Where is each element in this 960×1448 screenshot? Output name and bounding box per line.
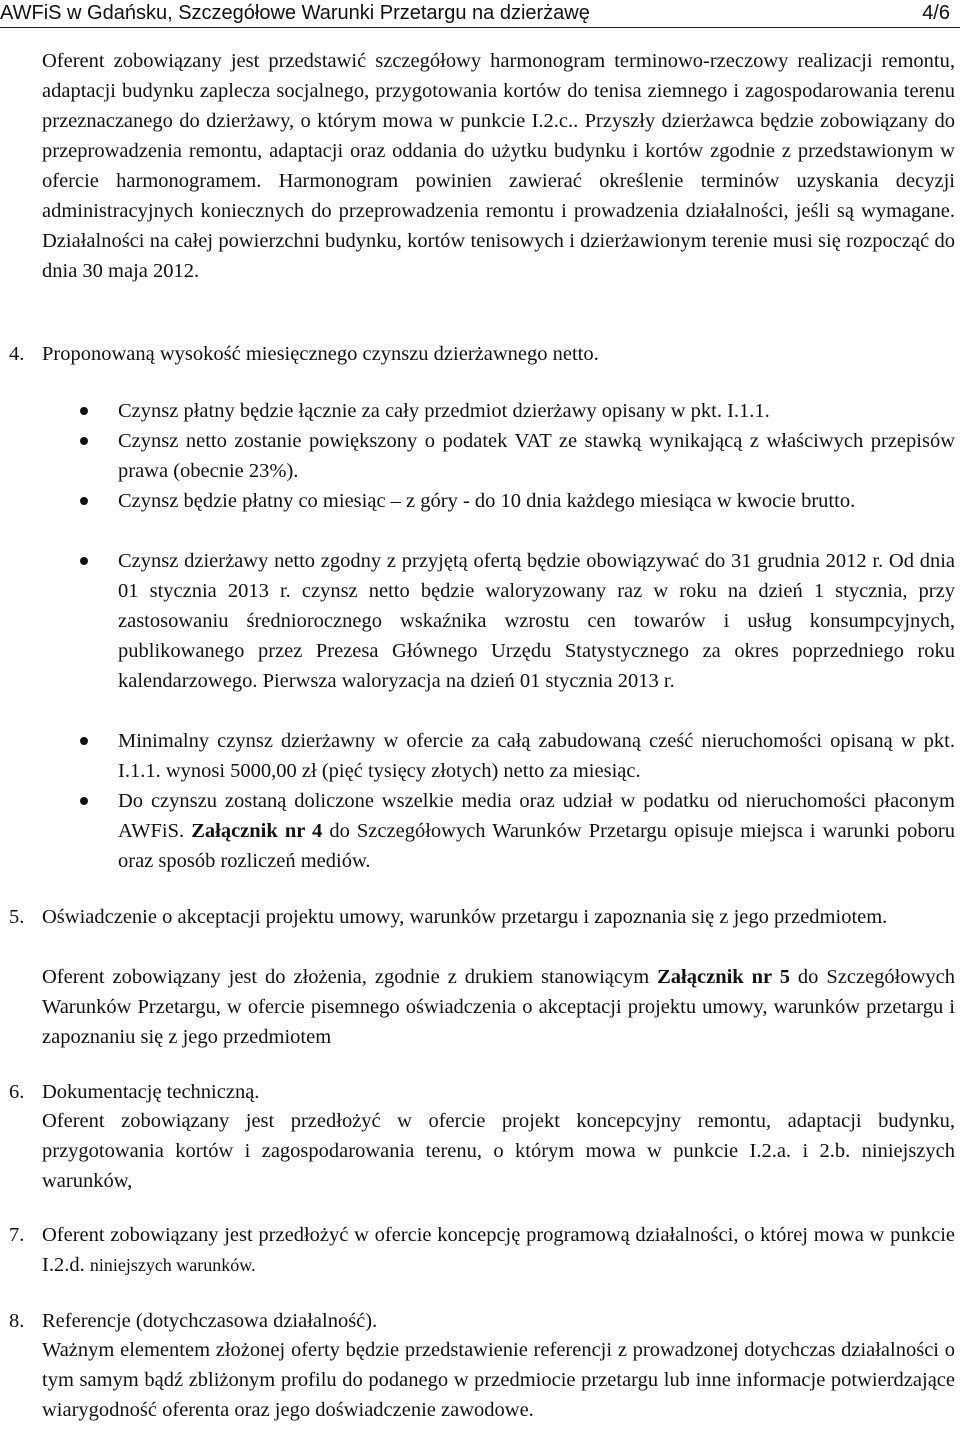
section-5-text-end: do Szczegółowych Warunków Przetargu, w ofercie pisemnego oświadczenia o akceptacji projektu umowy, warunków przetargu i zapoznaniu się z jego przedmiotem [42,966,956,1048]
section-7-text-small: niniejszych warunków. [89,1255,256,1275]
section-5-number: 5. [9,906,25,928]
intro-paragraph: Oferent zobowiązany jest przedstawić szczegółowy harmonogram terminowo-rzeczowy realizacji remontu, adaptacji budynku zaplecza socjalnego, przygotowania kortów do tenisa ziemnego i zagospodarowania terenu przeznaczanego do dzierżawy, o którym mowa w punkcie I.2.c.. Przyszły dzierżawca będzie zobowiązany do przeprowadzenia remontu, adaptacji oraz oddania do użytku budynku i kortów zgodnie z przedstawionym w ofercie harmonogramem. Harmonogram powinien zawierać określenie terminów uzyskania decyzji administracyjnych koniecznych do przeprowadzenia remontu i prowadzenia działalności, jeśli są wymagane. Działalności na całej powierzchni budynku, kortów tenisowych i dzierżawionym terenie musi się rozpocząć do dnia 30 maja 2012. [42,50,955,282]
attachment-5-reference: Załącznik nr 5 [657,966,790,988]
section-8-number: 8. [9,1310,25,1332]
section-6-body: Oferent zobowiązany jest przedłożyć w ofercie projekt koncepcyjny remontu, adaptacji budynku, przygotowania kortów i zagospodarowania terenu, o którym mowa w punkcie I.2.a. i 2.b. niniejszych warunków, [42,1110,955,1192]
section-4-bullet-6 [118,786,955,876]
section-7-text: Oferent zobowiązany jest przedłożyć w ofercie koncepcję programową działalności, o której mowa w punkcie I.2.d. [42,1224,955,1276]
section-7-number: 7. [9,1224,25,1246]
section-4-bullet-1: Czynsz płatny będzie łącznie za cały przedmiot dzierżawy opisany w pkt. I.1.1. [118,400,770,422]
section-8-title: Referencje (dotychczasowa działalność). [42,1310,378,1332]
bullet-6-text: Do czynszu zostaną doliczone wszelkie media oraz udział w podatku od nieruchomości płaconym AWFiS. [118,790,955,842]
bullet-icon [80,737,88,745]
bullet-icon [80,797,88,805]
section-4-number: 4. [9,343,25,365]
section-7-body [42,1220,955,1280]
bullet-icon [80,407,88,415]
header-title: AWFiS w Gdańsku, Szczegółowe Warunki Przetargu na dzierżawę [0,2,590,24]
section-5-body [42,962,955,1052]
section-4-bullet-2: Czynsz netto zostanie powiększony o podatek VAT ze stawką wynikającą z właściwych przepisów prawa (obecnie 23%). [118,430,955,482]
bullet-icon [80,437,88,445]
section-5-text: Oferent zobowiązany jest do złożenia, zgodnie z drukiem stanowiącym [42,966,650,988]
attachment-4-reference: Załącznik nr 4 [191,820,323,842]
section-4-bullet-4: Czynsz dzierżawy netto zgodny z przyjętą ofertą będzie obowiązywać do 31 grudnia 2012 r. Od dnia 01 stycznia 2013 r. czynsz netto będzie waloryzowany raz w roku na dzień 1 stycznia, przy zastosowaniu średniorocznego wskaźnika wzrostu cen towarów i usług konsumpcyjnych, publikowanego przez Prezesa Głównego Urzędu Statystycznego za okres poprzedniego roku kalendarzowego. Pierwsza waloryzacja na dzień 01 stycznia 2013 r. [118,550,955,692]
bullet-icon [80,497,88,505]
section-8-body: Ważnym elementem złożonej oferty będzie przedstawienie referencji z prowadzonej dotychczas działalności o tym samym bądź zbliżonym profilu do podanego w przedmiocie przetargu lub inne informacje potwierdzające wiarygodność oferenta oraz jego doświadczenie zawodowe. [42,1339,955,1421]
section-4-title: Proponowaną wysokość miesięcznego czynszu dzierżawnego netto. [42,343,599,365]
bullet-6-text-end: do Szczegółowych Warunków Przetargu opisuje miejsca i warunki poboru oraz sposób rozliczeń mediów. [118,820,955,872]
section-6-title: Dokumentację techniczną. [42,1081,260,1103]
bullet-icon [80,557,88,565]
section-5-title: Oświadczenie o akceptacji projektu umowy, warunków przetargu i zapoznania się z jego przedmiotem. [42,906,888,928]
header-rule [0,27,960,28]
page-header [0,0,960,28]
page-number: 4/6 [922,2,950,24]
section-6-number: 6. [9,1081,25,1103]
section-4-bullet-3: Czynsz będzie płatny co miesiąc – z góry - do 10 dnia każdego miesiąca w kwocie brutto. [118,490,856,512]
section-4-bullet-5: Minimalny czynsz dzierżawny w ofercie za całą zabudowaną cześć nieruchomości opisaną w pkt. I.1.1. wynosi 5000,00 zł (pięć tysięcy złotych) netto za miesiąc. [118,730,955,782]
